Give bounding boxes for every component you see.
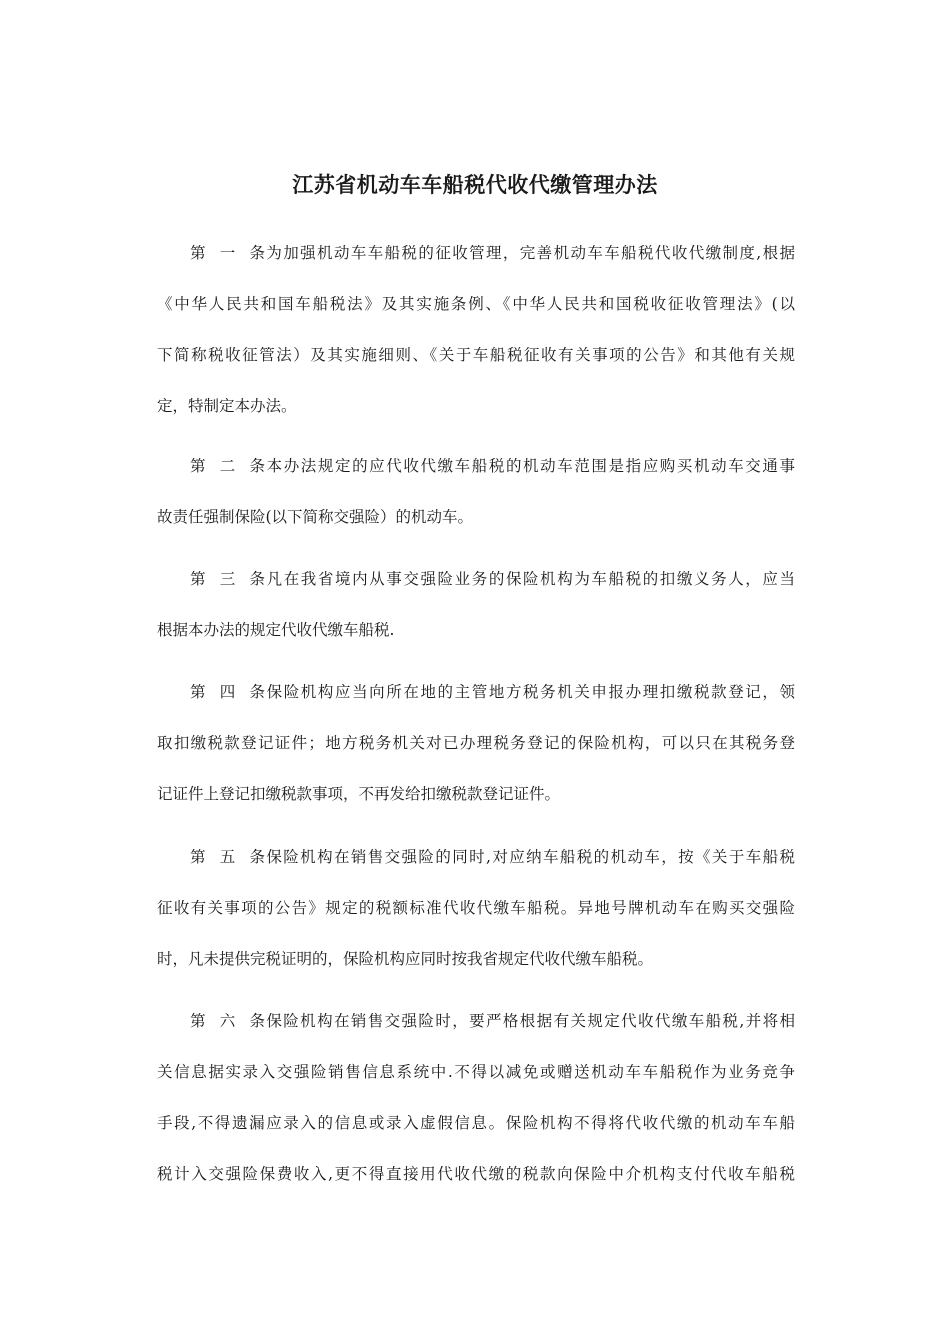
article-line: 下简称税收征管法）及其实施细则、《关于车船税征收有关事项的公告》和其他有关规 — [157, 346, 795, 364]
document-title: 江苏省机动车车船税代收代缴管理办法 — [292, 173, 658, 197]
article-number: 第六条 — [190, 1012, 265, 1030]
article-line: 税计入交强险保费收入,更不得直接用代收代缴的税款向保险中介机构支付代收车船税 — [157, 1165, 795, 1183]
article-line: 根据本办法的规定代收代缴车船税. — [157, 621, 395, 639]
article-number: 第三条 — [190, 570, 265, 588]
article-line: 关信息据实录入交强险销售信息系统中.不得以减免或赠送机动车车船税作为业务竞争 — [157, 1063, 795, 1081]
article-number: 第一条 — [190, 244, 265, 262]
article-line: 定，特制定本办法。 — [157, 397, 297, 415]
article-line: 征收有关事项的公告》规定的税额标准代收代缴车船税。异地号牌机动车在购买交强险 — [157, 899, 795, 917]
article-number: 第二条 — [190, 457, 265, 475]
article-line: 记证件上登记扣缴税款事项，不再发给扣缴税款登记证件。 — [157, 785, 561, 803]
article-text: 为加强机动车车船税的征收管理，完善机动车车船税代收代缴制度,根据 — [265, 244, 795, 262]
article-line — [157, 228, 795, 279]
article-line: 《中华人民共和国车船税法》及其实施条例、《中华人民共和国税收征收管理法》(以 — [157, 295, 795, 313]
article-line — [157, 667, 795, 718]
article-line — [157, 441, 795, 492]
article-line: 手段,不得遗漏应录入的信息或录入虚假信息。保险机构不得将代收代缴的机动车车船 — [157, 1114, 795, 1132]
article-2 — [157, 441, 795, 543]
article-5 — [157, 832, 795, 985]
article-text: 凡在我省境内从事交强险业务的保险机构为车船税的扣缴义务人，应当 — [265, 570, 795, 588]
article-text: 本办法规定的应代收代缴车船税的机动车范围是指应购买机动车交通事 — [265, 457, 795, 475]
article-text: 保险机构在销售交强险时，要严格根据有关规定代收代缴车船税,并将相 — [265, 1012, 795, 1030]
article-line: 故责任强制保险(以下简称交强险）的机动车。 — [157, 508, 474, 526]
article-6 — [157, 996, 795, 1200]
article-1 — [157, 228, 795, 432]
article-text: 保险机构应当向所在地的主管地方税务机关申报办理扣缴税款登记，领 — [265, 683, 795, 701]
article-line — [157, 996, 795, 1047]
article-line — [157, 554, 795, 605]
article-line — [157, 832, 795, 883]
article-number: 第四条 — [190, 683, 265, 701]
article-line: 时，凡未提供完税证明的，保险机构应同时按我省规定代收代缴车船税。 — [157, 950, 654, 968]
article-4 — [157, 667, 795, 820]
article-line: 取扣缴税款登记证件；地方税务机关对已办理税务登记的保险机构，可以只在其税务登 — [157, 734, 795, 752]
article-text: 保险机构在销售交强险的同时,对应纳车船税的机动车，按《关于车船税 — [265, 848, 795, 866]
article-number: 第五条 — [190, 848, 265, 866]
article-3 — [157, 554, 795, 656]
